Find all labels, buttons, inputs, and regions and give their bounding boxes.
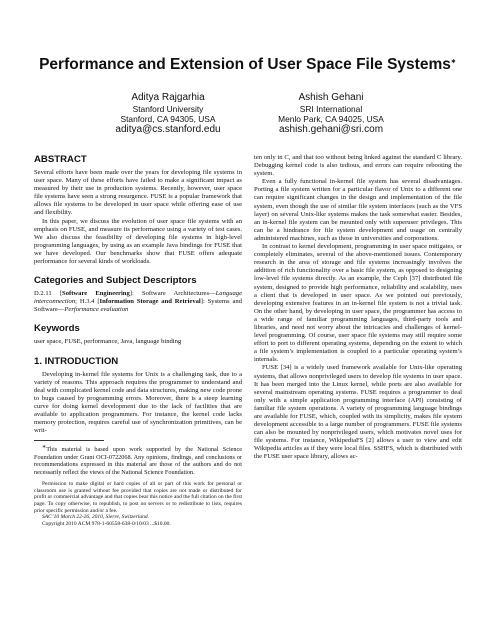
body-paragraph: ten only in C, and that too without being linked against the standard C library. Debugging kernel code is also tedious, and errors can require rebooting the system. — [254, 154, 462, 178]
categories-heading: Categories and Subject Descriptors — [34, 275, 197, 287]
author-address: Stanford, CA 94305, USA — [120, 114, 216, 124]
author-affiliation: Stanford University — [132, 104, 204, 114]
title-footnote-mark: ∗ — [450, 58, 456, 65]
author-affiliation: SRI International — [299, 104, 363, 114]
copyright-notice: Copyright 2010 ACM 978-1-60558-638-0/10/03 ...$10.00. — [42, 521, 171, 528]
categories-text: D.2.11 [Software Engineering]: Software Architectures—Language interconnection; H.3.4 [Information Storage and Retrieval]: Systems and Software—Performance evaluation — [34, 290, 243, 314]
abstract-paragraph: In this paper, we discuss the evolution of user space file systems with an emphasis on FUSE, and measure its performance using a variety of test cases. We also discuss the feasibility of developing file systems in high-level programming languages, by using as an example Java bindings for FUSE that we have developed. Our benchmarks show that FUSE offers adequate performance for several kinds of workloads. — [34, 217, 242, 266]
footnote-rule — [34, 440, 104, 441]
author-address: Menlo Park, CA 94025, USA — [278, 114, 384, 124]
conference-info: SAC’10 March 22-26, 2010, Sierre, Switzerland. — [42, 514, 149, 521]
keywords-text: user space, FUSE, performance, Java, language binding — [34, 338, 182, 346]
permission-notice: Permission to make digital or hard copies of all or part of this work for personal or classroom use is granted without fee provided that copies are not made or distributed for profit or commercial advantage and that copies bear this notice and the full citation on the first page. To copy otherwise, to republish, to post on servers or to redistribute to lists, requires prior specific permission and/or a fee. — [34, 480, 243, 514]
author-block-1 — [83, 92, 253, 135]
author-name: Aditya Rajgarhia — [131, 92, 205, 103]
author-email: ashish.gehani@sri.com — [278, 124, 384, 135]
right-column — [254, 154, 462, 462]
body-paragraph: FUSE [34] is a widely used framework available for Unix-like operating systems, that allows nonprivileged users to develop file systems in user space. It has been merged into the Linux kernel, while ports are also available for several mainstream operating systems. FUSE requires a programmer to deal only with a simple application programming interface (API) consisting of familiar file system operations. A variety of programming language bindings are available for FUSE, which, coupled with its simplicity, makes file system development accessible to a large number of programmers. FUSE file systems can also be mounted by nonprivileged users, which motivates novel uses for file systems. For instance, WikipediaFS [2] allows a user to view and edit Wikipedia articles as if they were local files. SSHFS, which is distributed with the FUSE user space library, allows ac- — [254, 364, 462, 461]
author-block-2 — [246, 92, 416, 135]
introduction-heading: 1. INTRODUCTION — [34, 355, 119, 367]
left-column — [34, 154, 242, 528]
paper-title: Performance and Extension of User Space File Systems∗ — [39, 56, 456, 73]
introduction-paragraph: Developing in-kernel file systems for Unix is a challenging task, due to a variety of reasons. This approach requires the programmer to understand and deal with complicated kernel code and data structures, making new code prone to bugs caused by programming errors. Moreover, there is a steep learning curve for doing kernel development due to the lack of facilities that are available to application programmers. For instance, the kernel code lacks memory protection, requires careful use of synchronization primitives, can be writ- — [34, 370, 242, 435]
author-name: Ashish Gehani — [298, 92, 364, 103]
footnote: ∗This material is based upon work supported by the National Science Foundation under Grant OCI-0722068. Any opinions, findings, and conclusions or recommendations expressed in this material are those of the authors and do not necessarily reflect the views of the National Science Foundation. — [34, 445, 242, 476]
abstract-paragraph: Several efforts have been made over the years for developing file systems in user space. Many of these efforts have failed to make a significant impact as measured by their use in production systems. Recently, however, user space file systems have seen a strong resurgence. FUSE is a popular framework that allows file systems to be developed in user space while offering ease of use and flexibility. — [34, 169, 242, 217]
author-email: aditya@cs.stanford.edu — [115, 124, 221, 135]
abstract-heading: ABSTRACT — [34, 154, 87, 165]
keywords-heading: Keywords — [34, 323, 80, 335]
body-paragraph: Even a fully functional in-kernel file system has several disadvantages. Porting a file system written for a particular flavor of Unix to a different one can require significant changes in the design and implementation of the file system, even though the use of similar file system interfaces (such as the VFS layer) on several Unix-like systems makes the task somewhat easier. Besides, an in-kernel file system can be mounted only with superuser privileges. This can be a hindrance for file system development and usage on centrally administered machines, such as those in universities and corporations. — [254, 178, 462, 242]
body-paragraph: In contrast to kernel development, programming in user space mitigates, or completely eliminates, several of the above-mentioned issues. Contemporary research in the area of storage and file systems increasingly involves the addition of rich functionality over a basic file system, as opposed to designing low-level file systems directly. As an example, the Ceph [37] distributed file system, designed to provide high performance, reliability and scalability, uses a client that is developed in user space. As we pointed out previously, developing extensive features in an in-kernel file system is not a trivial task. On the other hand, by developing in user space, the programmer has access to a wide range of familiar programming languages, third-party tools and libraries, and need not worry about the intricacies and challenges of kernel-level programming. Of course, user space file systems may still require some effort to port to different operating systems, depending on the extent to which a file system’s implementation is coupled to a particular operating system’s internals. — [254, 243, 462, 364]
